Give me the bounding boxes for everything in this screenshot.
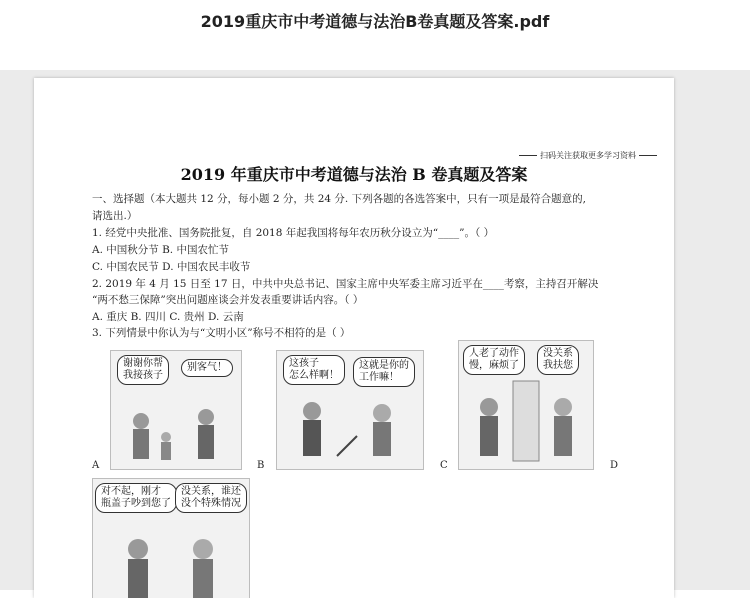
speech-bubble: 没关系 我扶您: [537, 345, 579, 375]
option-label-b: B: [257, 460, 265, 471]
pdf-viewport[interactable]: [0, 70, 750, 590]
speech-bubble: 这孩子 怎么样啊！: [283, 355, 345, 385]
question-1: 1. 经党中央批准、国务院批复，自 2018 年起我国将每年农历秋分设立为“____”。（ ）: [92, 227, 495, 239]
option-label-c: C: [440, 460, 448, 471]
question-2-cont: “两不愁三保障”突出问题座谈会并发表重要讲话内容。（ ）: [92, 294, 364, 306]
speech-bubble: 对不起，刚才 瓶盖子吵到您了: [95, 483, 177, 513]
question-1-options-cd: C. 中国农民节 D. 中国农民丰收节: [92, 261, 251, 273]
page-title: 2019 年重庆市中考道德与法治 B 卷真题及答案: [180, 165, 528, 184]
speech-bubble: 别客气！: [181, 359, 233, 377]
option-label-a: A: [92, 460, 100, 471]
cartoon-image-b: [276, 350, 424, 470]
text-line: 请选出.）: [92, 210, 138, 222]
speech-bubble: 谢谢你帮 我接孩子: [117, 355, 169, 385]
viewer-header: [0, 0, 750, 70]
speech-bubble: 没关系，谁还 没个特殊情况: [175, 483, 247, 513]
speech-bubble: 这就是你的 工作嘛！: [353, 357, 415, 387]
cartoon-image-d: [92, 478, 250, 598]
cartoon-image-c: [458, 340, 594, 470]
question-2-options: A. 重庆 B. 四川 C. 贵州 D. 云南: [92, 311, 244, 323]
question-3: 3. 下列情景中你认为与“文明小区”称号不相符的是（ ）: [92, 327, 351, 339]
cartoon-image-a: [110, 350, 242, 470]
option-label-d: D: [610, 460, 619, 471]
text-line: 一、选择题（本大题共 12 分，每小题 2 分，共 24 分. 下列各题的各选答案中，只有一项是最符合题意的,: [92, 193, 586, 205]
file-title: 2019重庆市中考道德与法治B卷真题及答案.pdf: [200, 12, 550, 31]
page-note: 扫码关注获取更多学习资料: [510, 150, 660, 161]
speech-bubble: 人老了动作 慢，麻烦了: [463, 345, 525, 375]
question-2: 2. 2019 年 4 月 15 日至 17 日，中共中央总书记、国家主席中央军委主席习近平在____考察，主持召开解决: [92, 278, 599, 290]
question-1-options-ab: A. 中国秋分节 B. 中国农忙节: [92, 244, 229, 256]
pdf-page: [34, 78, 674, 598]
